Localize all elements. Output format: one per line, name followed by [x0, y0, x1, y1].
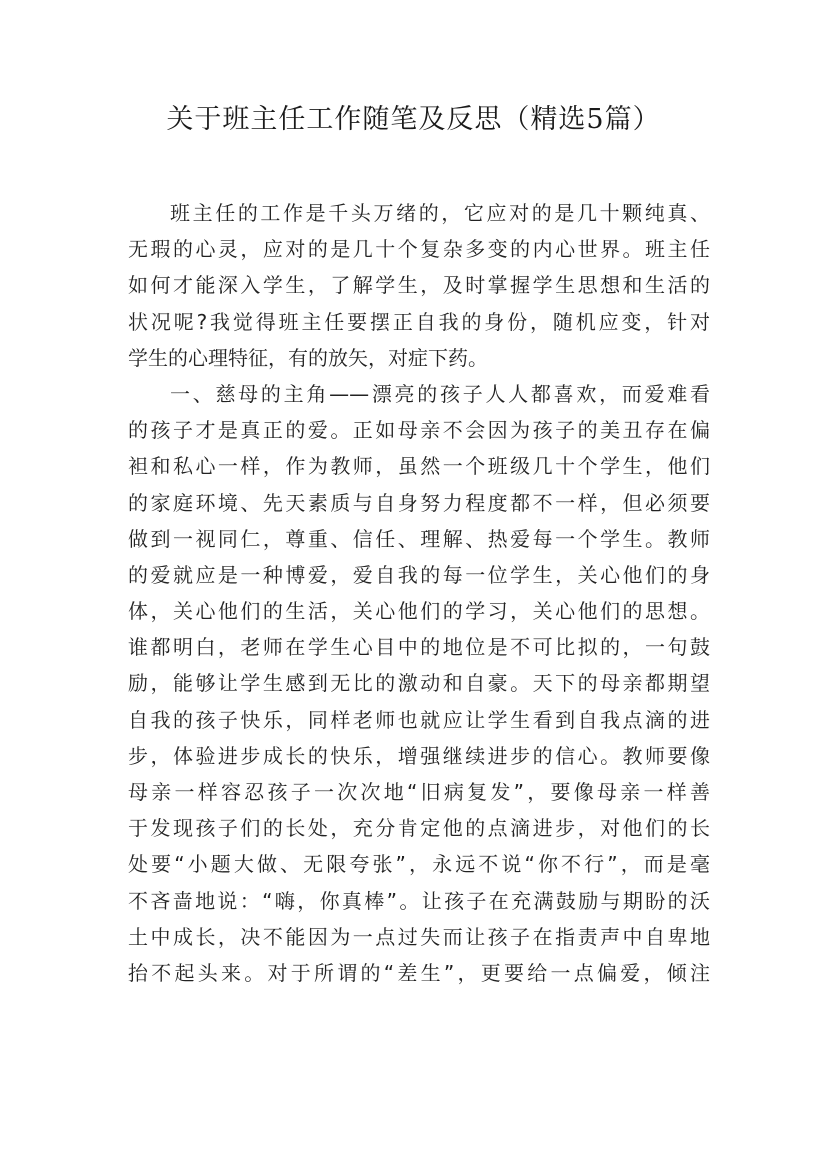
paragraph-2-line-10: 自我的孩子快乐，同样老师也就应让学生看到自我点滴的进 — [128, 707, 710, 732]
paragraph-2-line-17: 抬不起头来。对于所谓的“差生”，更要给一点偏爱，倾注 — [128, 960, 710, 985]
paragraph-1-line-1: 班主任的工作是千头万绪的，它应对的是几十颗纯真、 — [170, 201, 710, 225]
paragraph-2-line-5: 做到一视同仁，尊重、信任、理解、热爱每一个学生。教师 — [128, 526, 710, 551]
document-title: 关于班主任工作随笔及反思（精选5篇） — [166, 104, 661, 135]
paragraph-2-line-13: 于发现孩子们的长处，充分肯定他的点滴进步，对他们的长 — [128, 816, 710, 841]
paragraph-2-line-14: 处要“小题大做、无限夸张”，永远不说“你不行”，而是毫 — [128, 852, 710, 877]
paragraph-2-line-16: 土中成长，决不能因为一点过失而让孩子在指责声中自卑地 — [128, 924, 710, 949]
document-body — [128, 195, 710, 991]
paragraph-2-line-15: 不吝啬地说：“嗨，你真棒”。让孩子在充满鼓励与期盼的沃 — [128, 888, 710, 913]
paragraph-2-line-12: 母亲一样容忍孩子一次次地“旧病复发”，要像母亲一样善 — [128, 780, 710, 804]
paragraph-2-line-7: 体，关心他们的生活，关心他们的学习，关心他们的思想。 — [128, 599, 710, 624]
paragraph-1-line-3: 如何才能深入学生，了解学生，及时掌握学生思想和生活的 — [128, 273, 710, 298]
paragraph-2-line-11: 步，体验进步成长的快乐，增强继续进步的信心。教师要像 — [128, 743, 710, 768]
paragraph-2-line-4: 的家庭环境、先天素质与自身努力程度都不一样，但必须要 — [128, 490, 710, 515]
paragraph-2-line-2: 的孩子才是真正的爱。正如母亲不会因为孩子的美丑存在偏 — [128, 418, 710, 443]
paragraph-2-line-3: 袒和私心一样，作为教师，虽然一个班级几十个学生，他们 — [128, 454, 710, 479]
paragraph-1-line-5: 学生的心理特征，有的放矢，对症下药。 — [128, 345, 488, 370]
paragraph-2-line-6: 的爱就应是一种博爱，爱自我的每一位学生，关心他们的身 — [128, 562, 710, 587]
paragraph-2-line-1: 一、慈母的主角——漂亮的孩子人人都喜欢，而爱难看 — [170, 381, 710, 406]
paragraph-2-line-8: 谁都明白，老师在学生心目中的地位是不可比拟的，一句鼓 — [128, 635, 710, 660]
paragraph-1-line-4: 状况呢?我觉得班主任要摆正自我的身份，随机应变，针对 — [128, 309, 710, 334]
paragraph-1-line-2: 无瑕的心灵，应对的是几十个复杂多变的内心世界。班主任 — [128, 237, 710, 262]
paragraph-2-line-9: 励，能够让学生感到无比的激动和自豪。天下的母亲都期望 — [128, 671, 710, 696]
